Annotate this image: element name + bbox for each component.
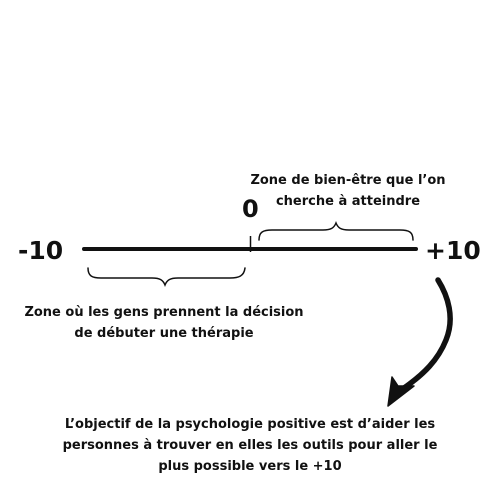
scale-min-label: -10	[18, 236, 64, 265]
wellbeing-zone-caption: Zone de bien-être que l’on cherche à atteindre	[250, 173, 446, 209]
therapy-zone-caption: Zone où les gens prennent la décision de débuter une thérapie	[24, 305, 304, 341]
conclusion-caption: L’objectif de la psychologie positive est d’aider les personnes à trouver en elles les outils pour aller le plus possible vers le +10	[62, 417, 438, 474]
curved-arrow-shaft	[404, 280, 450, 388]
scale-zero-label: 0	[242, 195, 259, 223]
scale-max-label: +10	[425, 236, 481, 265]
wellbeing-zone-brace	[259, 223, 413, 240]
therapy-zone-brace	[88, 268, 245, 285]
